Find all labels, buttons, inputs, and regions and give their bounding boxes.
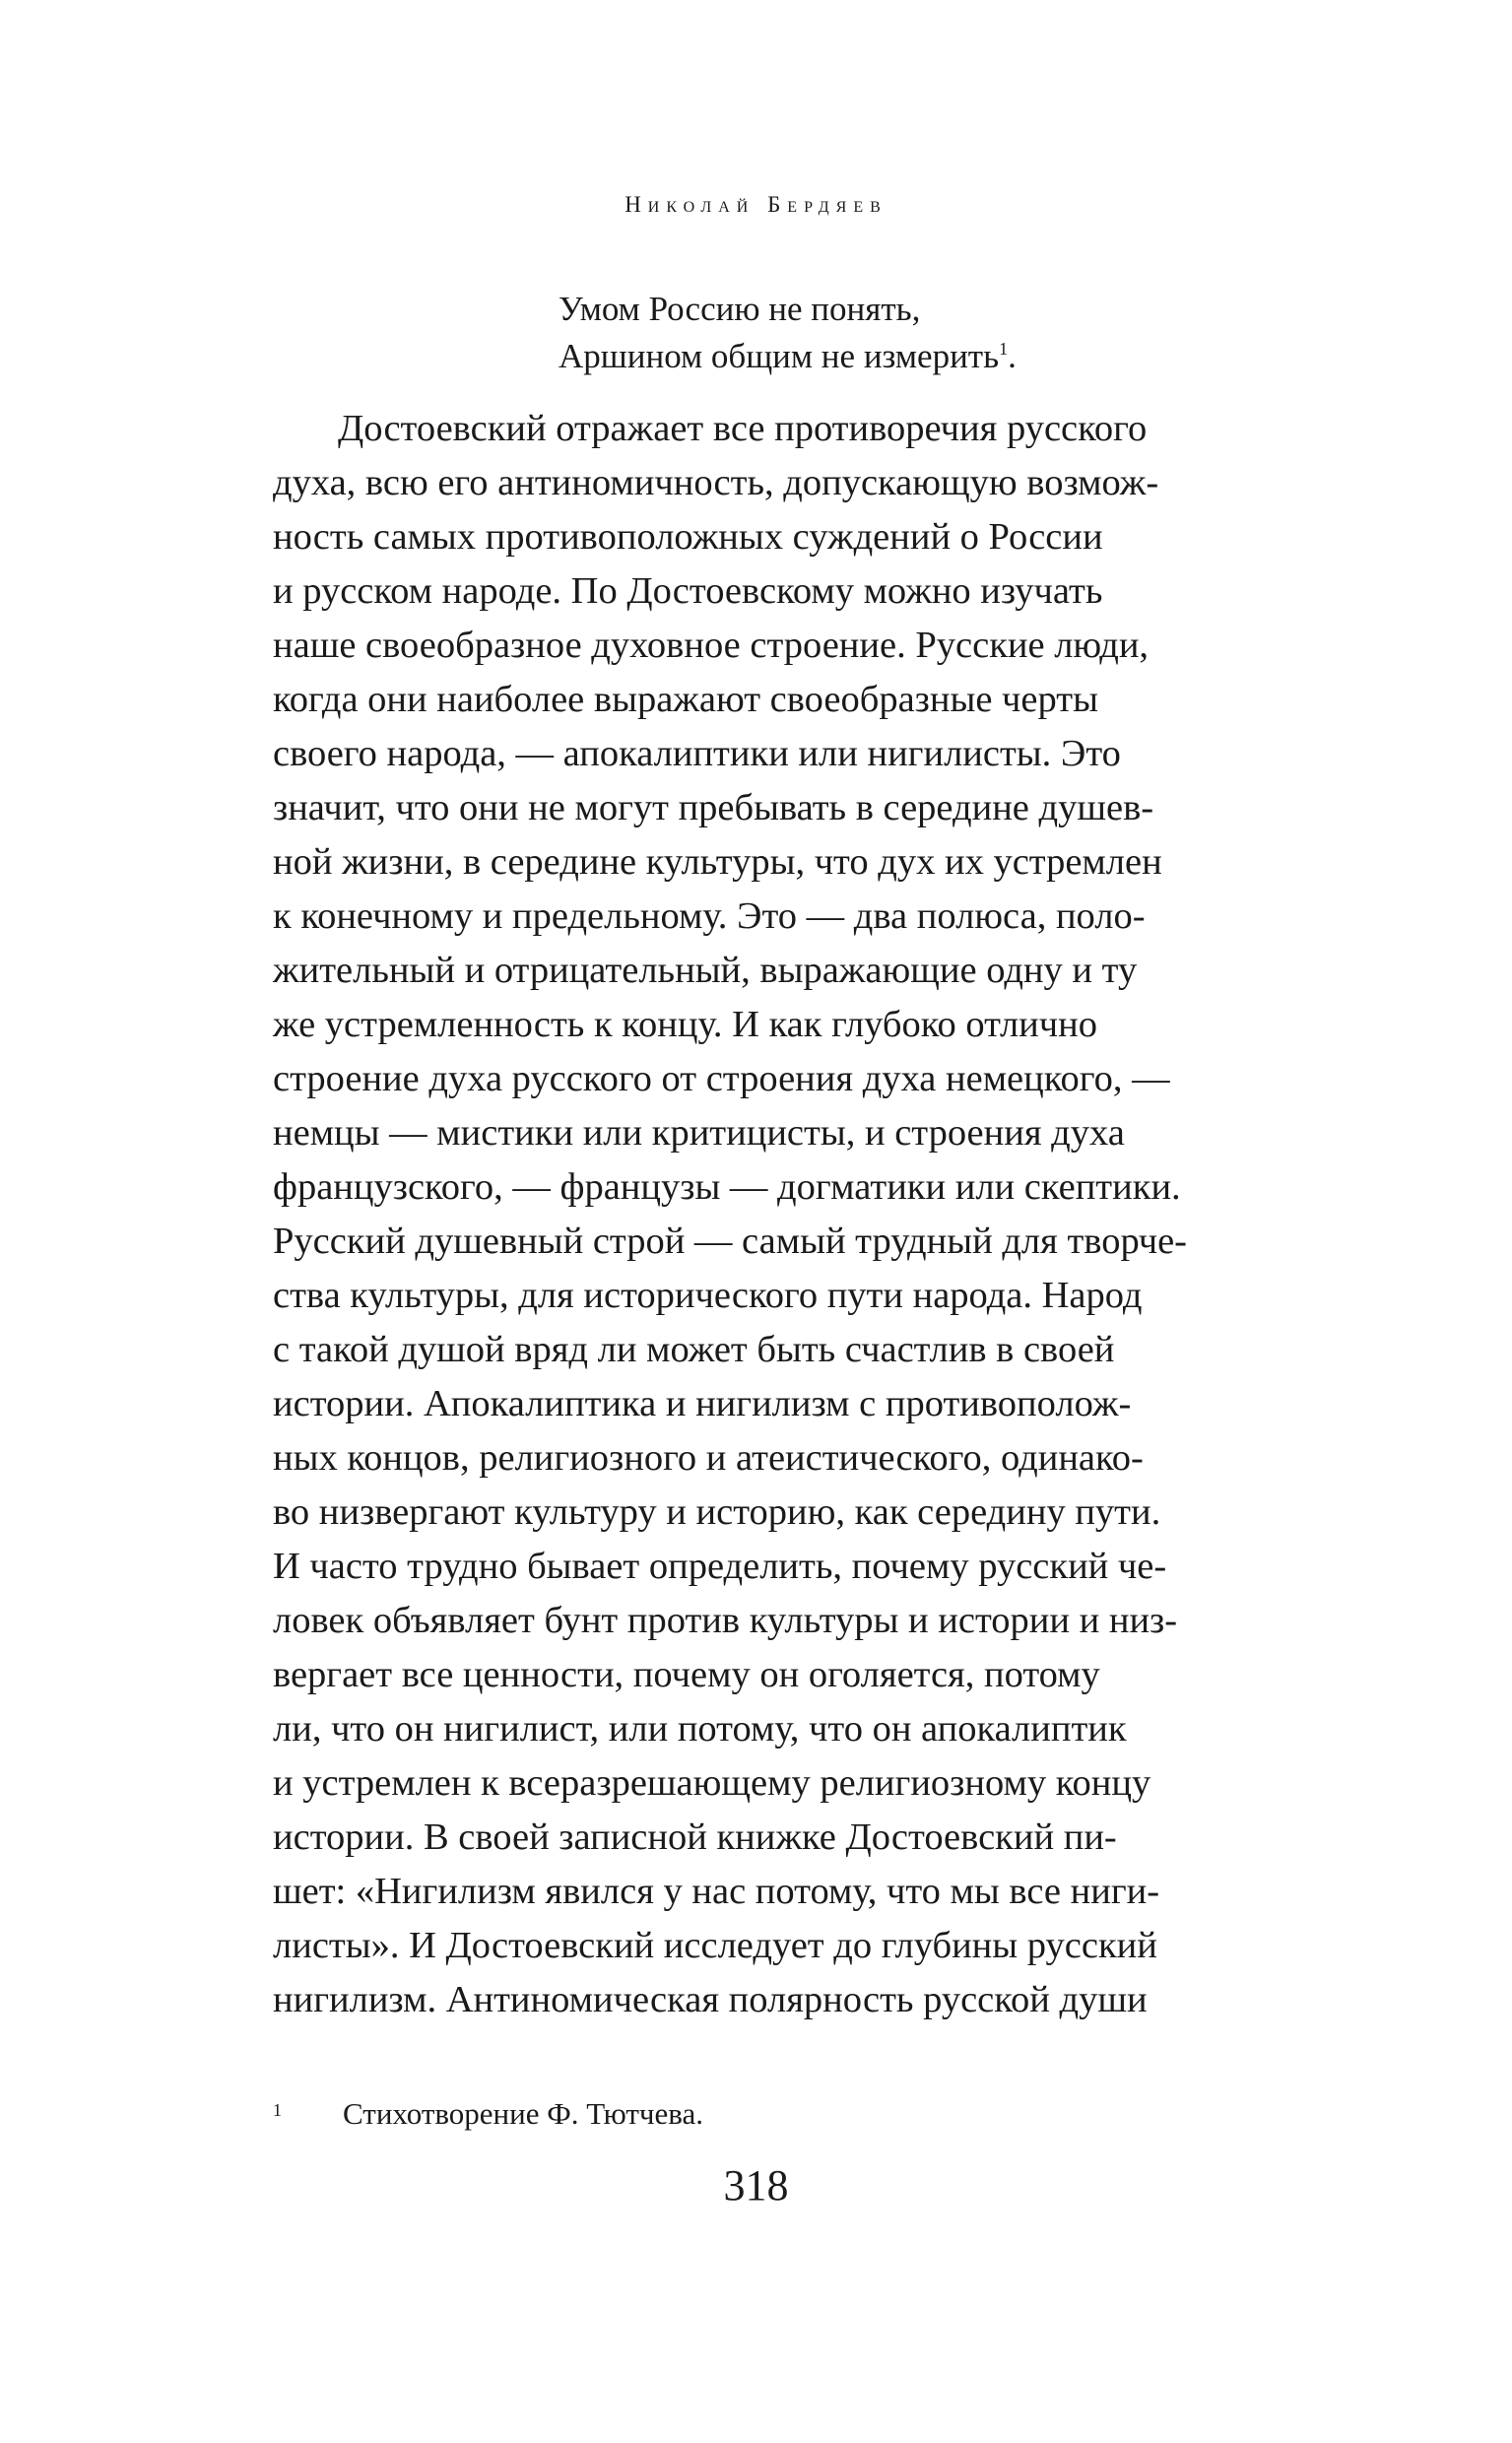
text-line: и русском народе. По Достоевскому можно изучать [273, 570, 1103, 612]
epigraph-line [559, 333, 1017, 380]
text-line: французского, — французы — догматики или скептики. [273, 1166, 1181, 1208]
text-line: строение духа русского от строения духа немецкого, — [273, 1058, 1170, 1099]
text-line: немцы — мистики или критицисты, и строения духа [273, 1112, 1125, 1154]
text-line: своего народа, — апокалиптики или нигилисты. Это [273, 733, 1121, 774]
footnote-reference: 1 [999, 339, 1009, 359]
text-line: истории. В своей записной книжке Достоевский пи- [273, 1816, 1117, 1858]
page-number: 318 [723, 2161, 789, 2210]
epigraph-line-text: Аршином общим не измерить [559, 337, 1000, 375]
text-line: Достоевский отражает все противоречия русского [338, 408, 1148, 449]
text-line: ность самых противоположных суждений о России [273, 516, 1103, 558]
text-line: во низвергают культуру и историю, как середину пути. [273, 1491, 1161, 1533]
footnote-number: 1 [273, 2100, 282, 2120]
text-line: ловек объявляет бунт против культуры и истории и низ- [273, 1600, 1178, 1641]
text-line: же устремленность к концу. И как глубоко отлично [273, 1004, 1097, 1045]
text-line: ли, что он нигилист, или потому, что он апокалиптик [273, 1708, 1127, 1750]
text-line: жительный и отрицательный, выражающие одну и ту [273, 950, 1138, 991]
footnote-text: Стихотворение Ф. Тютчева. [343, 2096, 704, 2131]
text-line: шет: «Нигилизм явился у нас потому, что мы все ниги- [273, 1871, 1160, 1912]
text-line: ной жизни, в середине культуры, что дух их устремлен [273, 841, 1162, 883]
epigraph-line: Умом Россию не понять, [559, 290, 921, 328]
text-line: и устремлен к всеразрешающему религиозному концу [273, 1762, 1151, 1804]
text-line: истории. Апокалиптика и нигилизм с противополож- [273, 1383, 1132, 1424]
text-line: когда они наиболее выражают своеобразные черты [273, 679, 1098, 720]
text-line: И часто трудно бывает определить, почему русский че- [273, 1546, 1167, 1587]
text-line: к конечному и предельному. Это — два полюса, поло- [273, 895, 1146, 937]
text-line: наше своеобразное духовное строение. Русские люди, [273, 625, 1150, 666]
body-paragraph [273, 402, 1354, 2027]
text-line: духа, всю его антиномичность, допускающую возмож- [273, 462, 1159, 503]
text-line: нигилизм. Антиномическая полярность русской души [273, 1979, 1148, 2020]
text-line: ства культуры, для исторического пути народа. Народ [273, 1275, 1143, 1316]
epigraph [559, 286, 1017, 380]
text-line: листы». И Достоевский исследует до глубины русский [273, 1925, 1157, 1966]
text-line: значит, что они не могут пребывать в середине душев- [273, 787, 1154, 828]
text-line: с такой душой вряд ли может быть счастлив в своей [273, 1329, 1115, 1370]
epigraph-end-punctuation: . [1008, 337, 1017, 375]
text-line: ных концов, религиозного и атеистического, одинако- [273, 1437, 1144, 1479]
text-line: вергает все ценности, почему он оголяется, потому [273, 1654, 1100, 1695]
running-head: Николай Бердяев [625, 192, 887, 217]
text-line: Русский душевный строй — самый трудный для творче- [273, 1221, 1188, 1262]
